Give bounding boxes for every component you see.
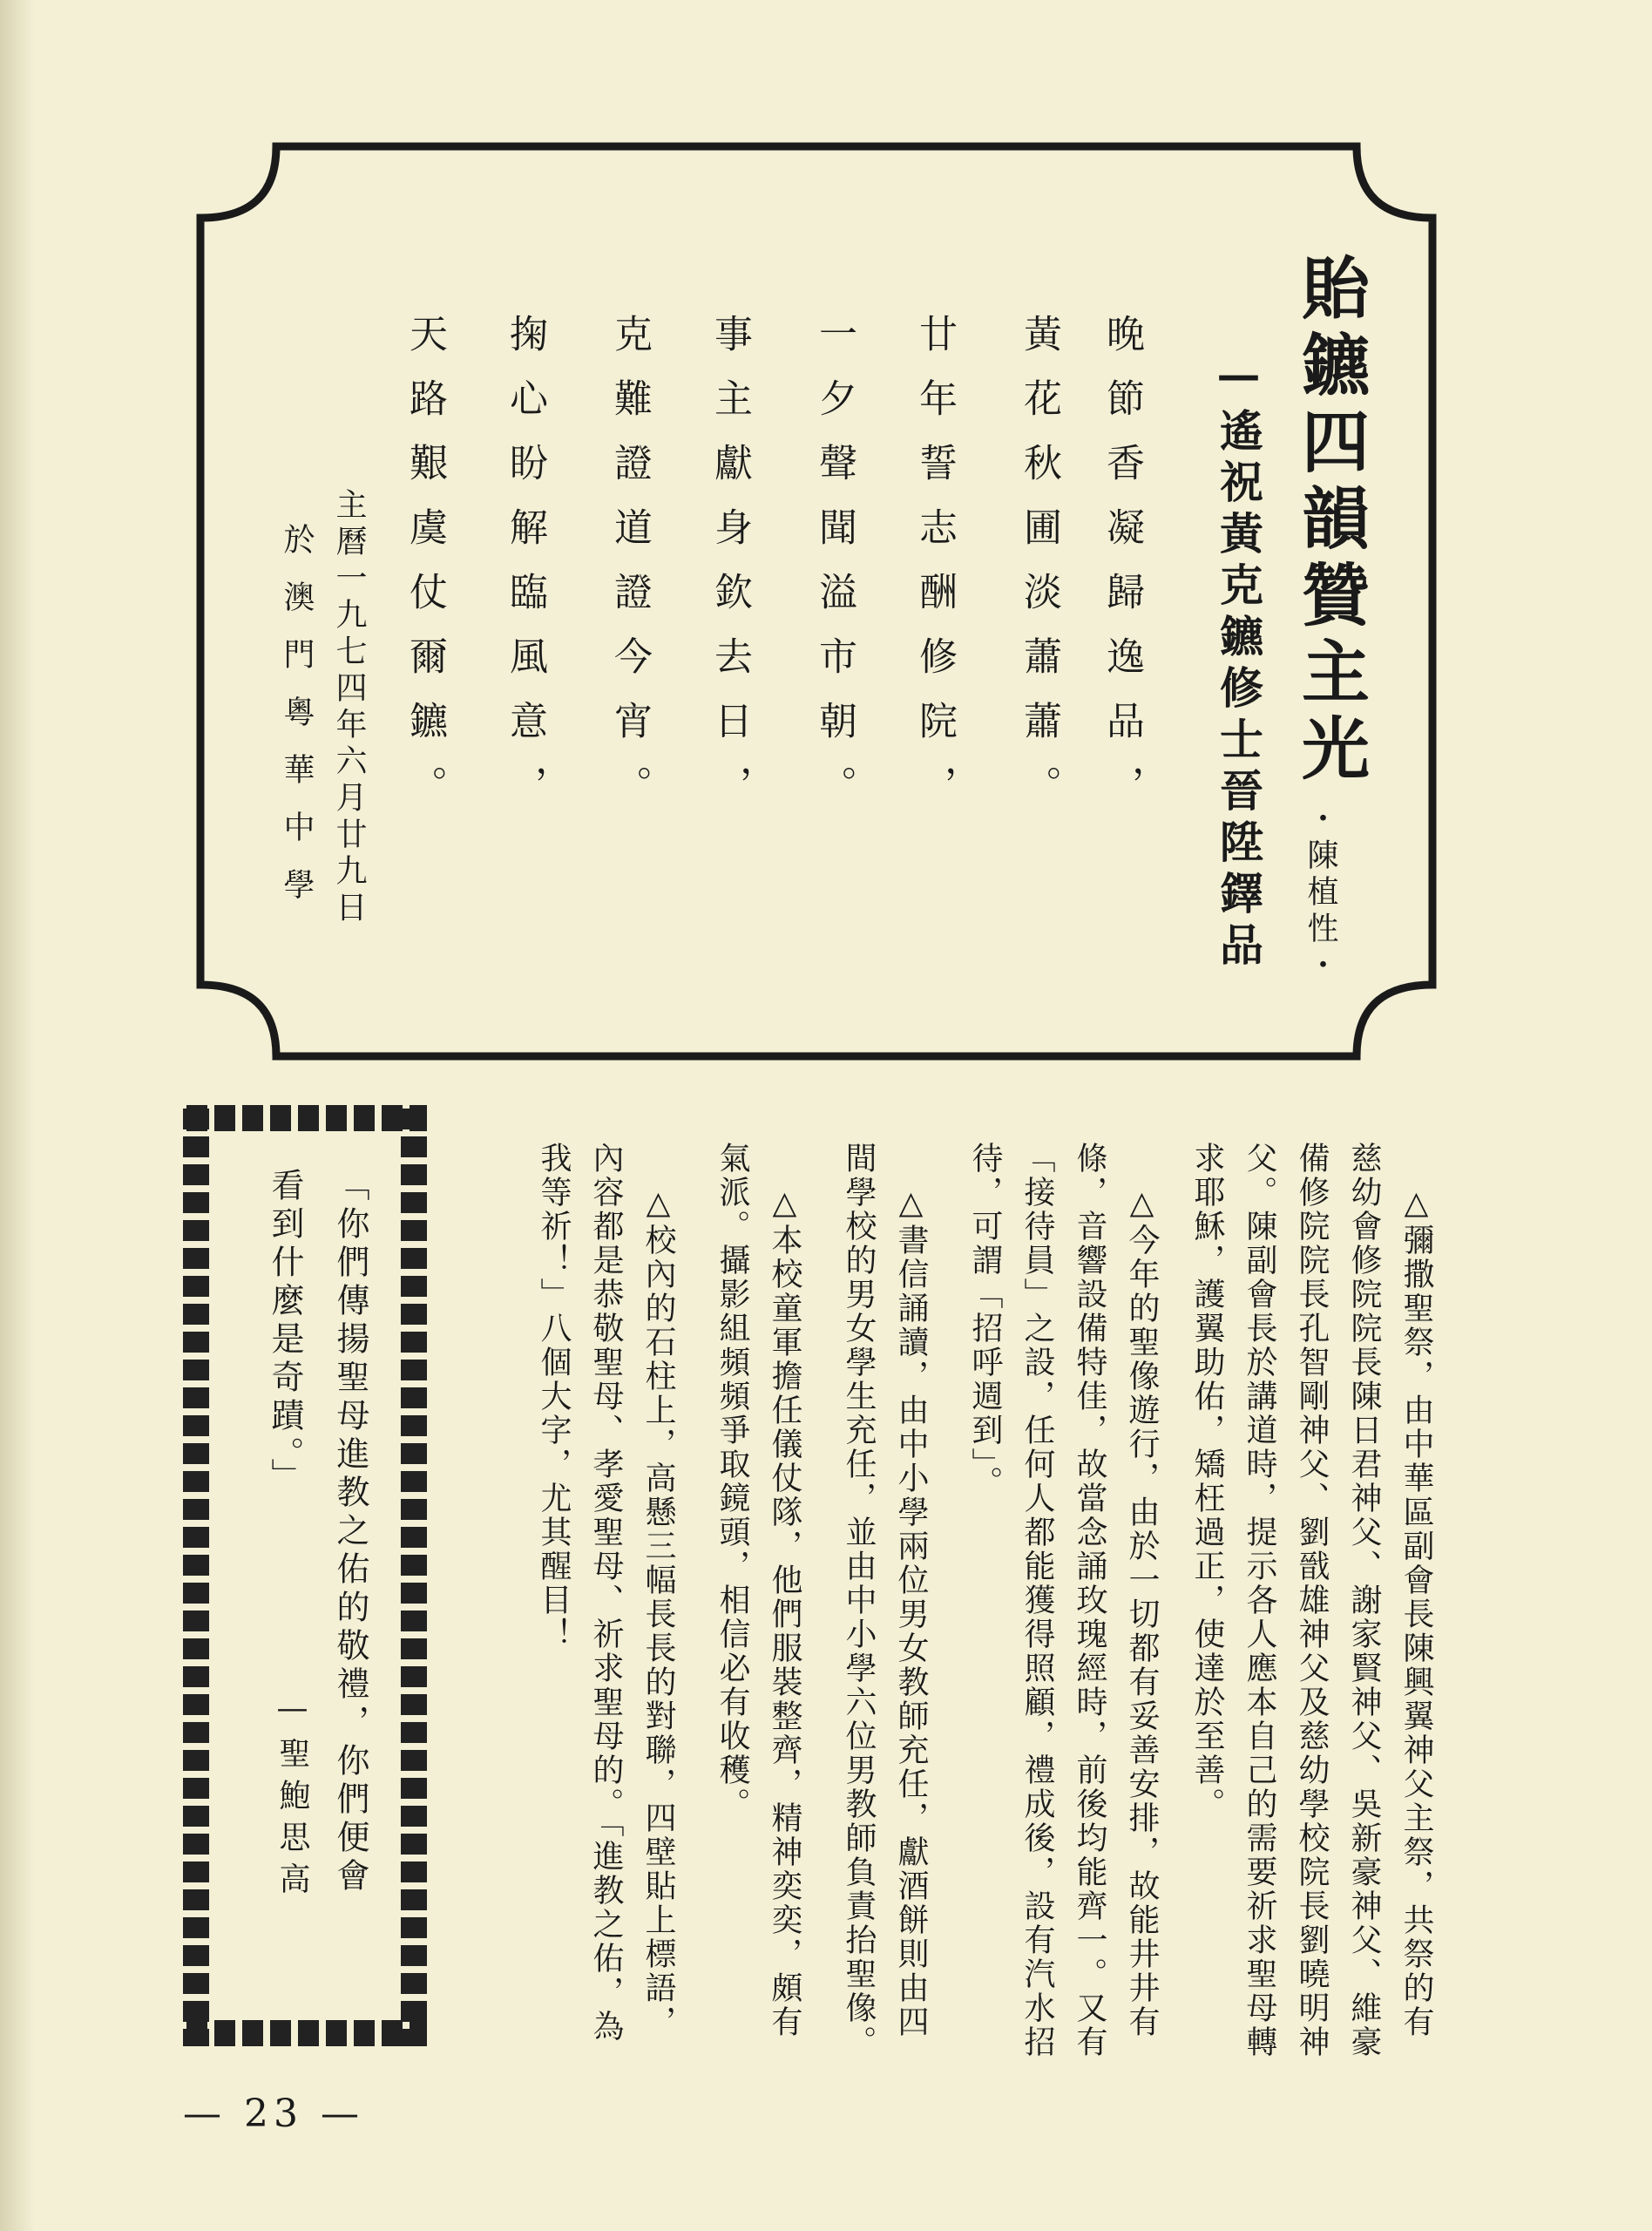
poem-line: 天路艱虞仗爾鑣。 [403, 314, 447, 830]
article-line: △彌撒聖祭，由中華區副會長陳興翼神父主祭，共祭的有 [1398, 1185, 1434, 2039]
article-line: 「接待員」之設，任何人都能獲得照顧，禮成後，設有汽水招 [1019, 1142, 1055, 2059]
poem-line: 克難證道證今宵。 [607, 314, 652, 830]
poem-title: 貽鑣四韻贊主光 [1290, 253, 1370, 790]
article-line: △書信誦讀，由中小學兩位男女教師充任，獻酒餅則由四 [893, 1185, 929, 2039]
article-line: 條，音響設備特佳，故當念誦玫瑰經時，前後均能齊一。又有 [1072, 1142, 1107, 2059]
article-line: 求耶穌，護翼助佑，矯枉過正，使達於至善。 [1189, 1142, 1225, 1821]
article-line: 間學校的男女學生充任，並由中小學六位男教師負責抬聖像。 [841, 1142, 877, 2059]
page-number: — 23 — [183, 2092, 364, 2136]
page-edge [0, 0, 35, 2231]
poem-place: 於澳門粵華中學 [279, 523, 315, 926]
poem-line: 廿年誓志酬修院， [912, 314, 957, 830]
poem-date: 主曆一九七四年六月廿九日 [331, 488, 367, 927]
border-pattern [183, 2020, 427, 2046]
article-line: 備修院院長孔智剛神父、劉戩雄神父及慈幼學校院長劉曉明神 [1294, 1142, 1330, 2059]
poem-line: 晚節香凝歸逸品， [1100, 314, 1144, 830]
article-line: 慈幼會修院院長陳日君神父、謝家賢神父、吳新豪神父、維豪 [1346, 1142, 1382, 2059]
border-pattern [401, 1105, 427, 2046]
quote-line: 看到什麼是奇蹟。」 [266, 1168, 304, 1496]
poem-line: 一夕聲聞溢市朝。 [812, 314, 856, 830]
poem-line: 掬心盼解臨風意， [503, 314, 547, 830]
article-line: △今年的聖像遊行，由於一切都有妥善安排，故能井井有 [1124, 1185, 1160, 2039]
article-line: △本校童軍擔任儀仗隊，他們服裝整齊，精神奕奕，頗有 [767, 1185, 802, 2039]
border-pattern [183, 1105, 427, 1131]
article-line: 我等祈！」八個大字，尤其醒目！ [536, 1142, 572, 1651]
article-line: 父。陳副會長於講道時，提示各人應本自己的需要祈求聖母轉 [1242, 1142, 1277, 2059]
border-pattern [183, 1105, 209, 2046]
poem-line: 事主獻身欽去日， [708, 314, 752, 830]
quote-line: 「你們傳揚聖母進教之佑的敬禮，你們便會 [331, 1168, 369, 1896]
poem-line: 黃花秋圃淡蕭蕭。 [1017, 314, 1061, 830]
article-line: △校內的石柱上，高懸三幅長長的對聯，四壁貼上標語， [640, 1185, 676, 2039]
article-line: 內容都是恭敬聖母、孝愛聖母、祈求聖母的。「進教之佑，為 [588, 1142, 624, 2044]
article-line: 待，可謂「招呼週到」。 [967, 1142, 1003, 1500]
poem-author: ・陳植性・ [1303, 802, 1338, 985]
quote-author: —聖鮑思高 [274, 1691, 310, 1904]
article-line: 氣派。攝影組頻頻爭取鏡頭，相信必有收穫。 [714, 1142, 750, 1821]
poem-subtitle: —遙祝黃克鑣修士晉陞鐸品 [1213, 349, 1264, 973]
